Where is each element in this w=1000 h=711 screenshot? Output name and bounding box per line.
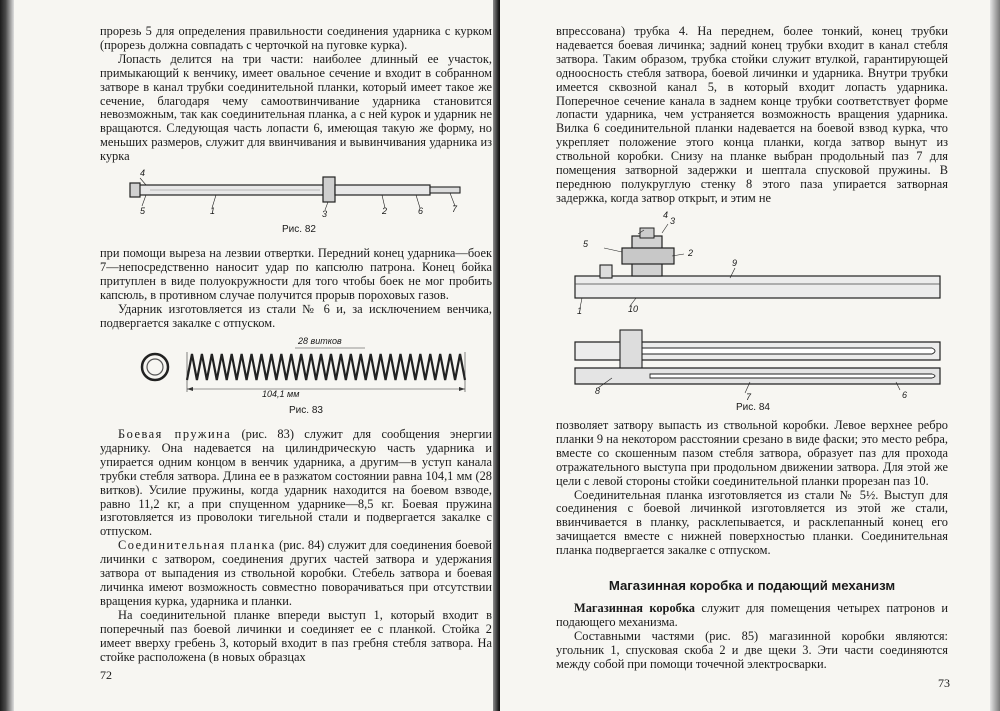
- fig83-coils-label: 28 витков: [298, 336, 342, 346]
- paragraph: Ударник изготовляется из стали № 6 и, за исключением венчика, подвергается закалке с отпуском.: [100, 301, 492, 330]
- pin-crown: [130, 183, 140, 197]
- fig84-label: 1: [577, 306, 583, 316]
- bar-slot: [620, 348, 935, 354]
- fig82-label: 7: [452, 204, 458, 214]
- fig82-label: 5: [140, 206, 146, 216]
- page-number: 73: [938, 676, 950, 690]
- figure-82-firing-pin: [120, 168, 480, 218]
- figure-83-caption: Рис. 83: [289, 405, 323, 416]
- fig84-label: 3: [670, 216, 676, 226]
- left-text-bottom: [100, 428, 492, 664]
- left-text-top: [100, 25, 492, 164]
- paragraph-text: (рис. 83) служит для сообщения энергии ударнику. Она надевается на цилиндрическую часть ударника и упирается одним концом в венчик ударника, а другим—в уступ канала трубки стебля затвора. Длина ее в разжатом состоянии равна 104,1 мм (28 витков). Усилие пружины, когда ударник находится на боевом взводе, равно 11,2 кг, а при спущенном ударнике—8,5 кг. Боевая пружина изготовляется из проволоки тигельной стали и подвергается закалке с отпуском.: [100, 427, 492, 539]
- paragraph: при помощи выреза на лезвии отвертки. Передний конец ударника—боек 7—непосредственно наносит удар по капсюлю патрона. Конец бойка притуплен в виде полуокружности для того чтобы боек не мог пробить капсюль, в противном случае получится прорыв пороховых газов.: [100, 246, 492, 302]
- term: Магазинная коробка: [574, 601, 695, 615]
- right-text-top: [556, 25, 948, 206]
- term: Боевая пружина: [118, 427, 232, 441]
- fig84-label: 2: [688, 248, 694, 258]
- fig82-label: 3: [322, 209, 328, 219]
- paragraph: прорезь 5 для определения правильности соединения ударника с курком (прорезь должна совпадать с черточкой на пуговке курка).: [100, 24, 492, 52]
- section-heading: Магазинная коробка и подающий механизм: [608, 578, 896, 593]
- paragraph: [100, 539, 492, 609]
- figure-84-connecting-bar: [560, 218, 950, 408]
- right-text-bottom: [556, 419, 948, 558]
- left-text-middle: [100, 247, 492, 330]
- section-heading-wrap: [556, 578, 948, 593]
- figure-83-mainspring: [135, 342, 475, 402]
- fig82-label: 1: [210, 206, 216, 216]
- paragraph: впрессована) трубка 4. На переднем, более тонкий, конец трубки надевается боевая личинка; задний конец трубки входит в канал стебля затвора. Таким образом, трубка стойки служит втулкой, гарантирующей одноосность стебля затвора, боевой личинки и ударника. Внутри трубки имеется сквозной канал 5, в который входит лопасть ударника. Поперечное сечение канала в заднем конце трубки соответствует форме лопасти ударника, чем устраняется возможность вращения ударника. Вилка 6 соединительной планки надевается на боевой взвод курка, что укрепляет положение этого конца планки, когда затвор вынут из ствольной коробки. Снизу на планке выбран продольный паз 7 для помещения затворной задержки и шептала спусковой пружины. В переднюю полукруглую стенку 8 этого паза упирается затворная задержка, когда затвор открыт, и этим не: [556, 24, 948, 205]
- pin-collar: [323, 177, 335, 202]
- spring-end-view: [142, 354, 168, 380]
- fig84-label: 10: [628, 304, 639, 314]
- paragraph-text: (рис. 84) служит для соединения боевой личинки с затвором, соединения других частей затвора и удержания затвора от выпадения из ствольной коробки. Стебель затвора и боевая личинка имеют возможность совместно поворачиваться при отсутствии вращения курка, ударника и планки.: [100, 538, 492, 608]
- figure-84-caption: Рис. 84: [736, 402, 770, 413]
- fig84-label: 4: [663, 210, 669, 220]
- fig84-label: 5: [583, 239, 589, 249]
- page-edge-shadow: [990, 0, 1000, 711]
- fig82-label: 2: [382, 206, 388, 216]
- fig82-label: 6: [418, 206, 424, 216]
- paragraph: Лопасть делится на три части: наиболее длинный ее участок, примыкающий к венчику, имеет овальное сечение и входит в собранном затворе в канал трубки соединительной планки, который имеет такое же сечение, благодаря чему самоотвинчивание ударника становится невозможным, так как соединительная планка, а с ней курок и ударник не вращаются. Следующая часть лопасти 6, имеющая такую же форму, но меньших размеров, служит для ввинчивания и вывинчивания ударника из курка: [100, 51, 492, 164]
- fig84-label: 7: [746, 392, 752, 402]
- bar-side-view: [575, 276, 940, 298]
- paragraph: На соединительной планке впереди выступ 1, который входит в поперечный паз боевой личинки и соединяет ее с планкой. Стойка 2 имеет вверху гребень 3, который входит в паз гребня стебля затвора. На стойке расположена (в новых образцах: [100, 607, 492, 664]
- right-text-section: [556, 602, 948, 672]
- fig82-label: 4: [140, 168, 146, 178]
- fig84-label: 6: [902, 390, 908, 400]
- spring-coils: [187, 354, 465, 380]
- paragraph: [556, 602, 948, 630]
- page-number: 72: [100, 668, 112, 682]
- pin-blade: [335, 185, 430, 195]
- pin-tip: [430, 187, 460, 193]
- paragraph: Соединительная планка изготовляется из стали № 5½. Выступ для соединения с боевой личинкой изготовляется из этой же стали, ввинчивается в планку, расклепывается, и расклепанный конец его зачищается вместе с нижней поверхностью планки. Соединительная планка подвергается закалке с отпуском.: [556, 487, 948, 558]
- paragraph-text: служит для помещения четырех патронов и подающего механизма.: [556, 601, 948, 629]
- spring-coil-path: [187, 354, 465, 380]
- figure-82-caption: Рис. 82: [282, 224, 316, 235]
- bar-tube: [622, 248, 674, 264]
- fig84-label: 9: [732, 258, 738, 268]
- fig83-length-label: 104,1 мм: [262, 389, 300, 399]
- right-page: [500, 0, 1000, 711]
- fig84-label: 8: [595, 386, 601, 396]
- paragraph: [100, 428, 492, 539]
- page-edge-shadow: [0, 0, 14, 711]
- paragraph: позволяет затвору выпасть из ствольной коробки. Левое верхнее ребро планки 9 на некотором расстоянии срезано в виде фаски; это место ребра, вместе со скошенным пазом стебля затвора, образует паз для прохода отражательного выступа при продольном движении затвора. Для этой же цели с левой стороны стойки соединительной планки прорезан паз 10.: [556, 418, 948, 488]
- paragraph: Составными частями (рис. 85) магазинной коробки являются: угольник 1, спусковая скоба 2 и две щеки 3. Эти части соединяются между собой при помощи точечной электросварки.: [556, 628, 948, 671]
- term: Соединительная планка: [118, 538, 276, 553]
